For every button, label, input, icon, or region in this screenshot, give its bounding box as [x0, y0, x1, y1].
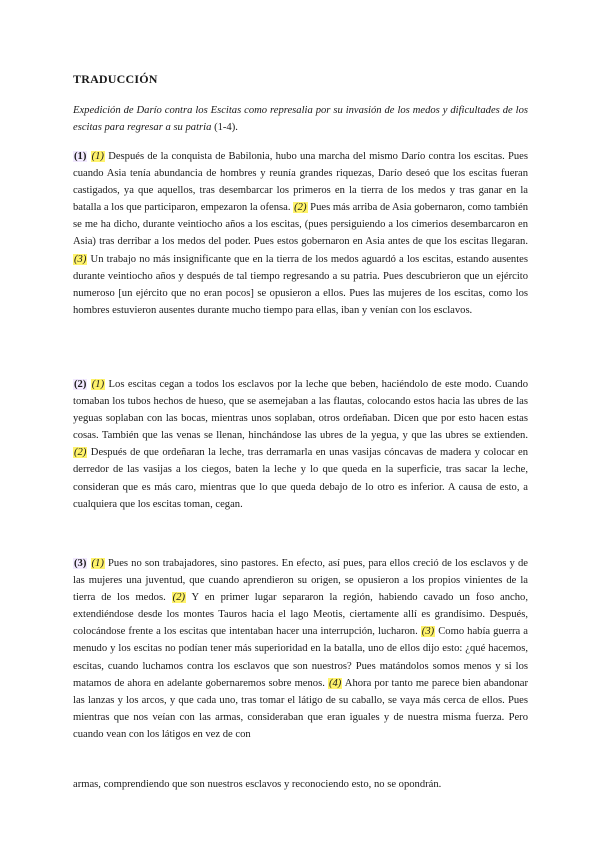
- paragraph-text: Pues no son trabajadores, sino pastores. En efecto, así pues, para ellos creció de los esclavos y de las mujeres una juventud, que cuando aprendieron su origen, se opusieron a los propios vinientes de la tierra de los medos.: [73, 558, 528, 604]
- paragraph-text: Un trabajo no más insignificante que en la tierra de los medos aguardó a los escitas, estando ausentes durante veintiocho años y después de tal tiempo regresando a su patria. Pues descubrieron que un ejército numeroso [un ejército que no eran pocos] se opusieron a ellos. Pues las mujeres de los escitas, como los hombres estuvieron ausentes durante mucho tiempo para ellas, iban y venían con los esclavos.: [73, 253, 528, 316]
- paragraph-2: [73, 376, 528, 513]
- paragraph-1: [73, 148, 528, 319]
- continuation-paragraph: armas, comprendiendo que son nuestros esclavos y reconociendo esto, no se opondrán.: [73, 779, 442, 790]
- section-marker: (3): [74, 253, 87, 265]
- section-marker: (4): [328, 677, 342, 689]
- section-marker: (1): [91, 151, 104, 162]
- subtitle-text: Expedición de Darío contra los Escitas como represalia por su invasión de los medos y dificultades de los escitas para regresar a su patria: [73, 105, 528, 133]
- section-marker: (1): [91, 379, 105, 390]
- paragraph-text: Pues más arriba de Asia gobernaron, como también se me ha dicho, durante veintiocho años a los escitas, (pues persiguiendo a los cimerios desembarcaron en Asia) tras derribar a los medos del poder. Pues estos gobernaron en Asia antes de que los escitas llegaran.: [73, 202, 528, 248]
- paragraph-text: Como había guerra a menudo y los escitas no podían tener más superioridad en la batalla, uno de ellos dijo esto: ¿qué hacemos, escitas, cuando luchamos contra los esclavos que son nuestros? Pues matándolos somos menos y si los matamos de ahora en adelante gobernaremos sobre menos.: [73, 626, 528, 689]
- section-marker: (2): [294, 202, 307, 214]
- section-marker: (2): [74, 447, 87, 459]
- paragraph-text: Los escitas cegan a todos los esclavos por la leche que beben, haciéndolo de este modo. Cuando tomaban los tubos hechos de hueso, que se asemejaban a las flautas, colocando estos hacia las ubres de las yeguas soplaban con las bocas, mientras unos soplaban, otros ordeñaban. Dicen que por esto hacen estas cosas. También que las venas se llenan, hinchándose las ubres de la yegua, y que las ubres se extienden.: [73, 379, 528, 442]
- paragraph-number: (2): [74, 379, 87, 390]
- section-marker: (2): [172, 592, 186, 604]
- paragraph-text: Y en primer lugar separaron la región, habiendo cavado un foso ancho, extendiéndose desde los montes Tauros hacia el lago Meotis, ciertamente allí es grandísimo. Después, colocándose frente a los escitas que intentaban hacer una interrupción, lucharon.: [73, 592, 528, 638]
- paragraph-3: [73, 555, 528, 743]
- section-marker: (3): [421, 626, 435, 638]
- document-subtitle: [73, 102, 528, 136]
- paragraph-number: (3): [74, 558, 87, 569]
- paragraph-text: Ahora por tanto me parece bien abandonar las lanzas y los arcos, y que cada uno, tras tomar el látigo de su caballo, se vaya más cerca de ellos. Pues mientras que nos veían con las armas, consideraban que eran iguales y de nuestra misma fuerza. Pero cuando vean con los látigos en vez de con: [73, 677, 528, 740]
- paragraph-text: Después de que ordeñaran la leche, tras derramarla en unas vasijas cóncavas de madera y colocar en derredor de las vasijas a los ciegos, baten la leche y lo que queda en la superficie, tras sacar la leche, consideran que es más caro, mientras que lo que queda debajo de lo otro es inferior. A causa de esto, a cualquiera que los escitas toman, cegan.: [73, 447, 528, 510]
- subtitle-range: (1-4).: [214, 122, 238, 133]
- paragraph-text: Después de la conquista de Babilonia, hubo una marcha del mismo Darío contra los escitas. Pues cuando Asia tenía abundancia de hombres y reunía grandes riquezas, Darío deseó que los escitas fueran castigados, ya que aquellos, tras desembarcar los primeros en la tierra de los medos y tras ganar en la batalla a los que participaron, empezaron la ofensa.: [73, 151, 528, 214]
- document-title: TRADUCCIÓN: [73, 72, 158, 86]
- paragraph-number: (1): [74, 151, 87, 162]
- section-marker: (1): [91, 558, 104, 569]
